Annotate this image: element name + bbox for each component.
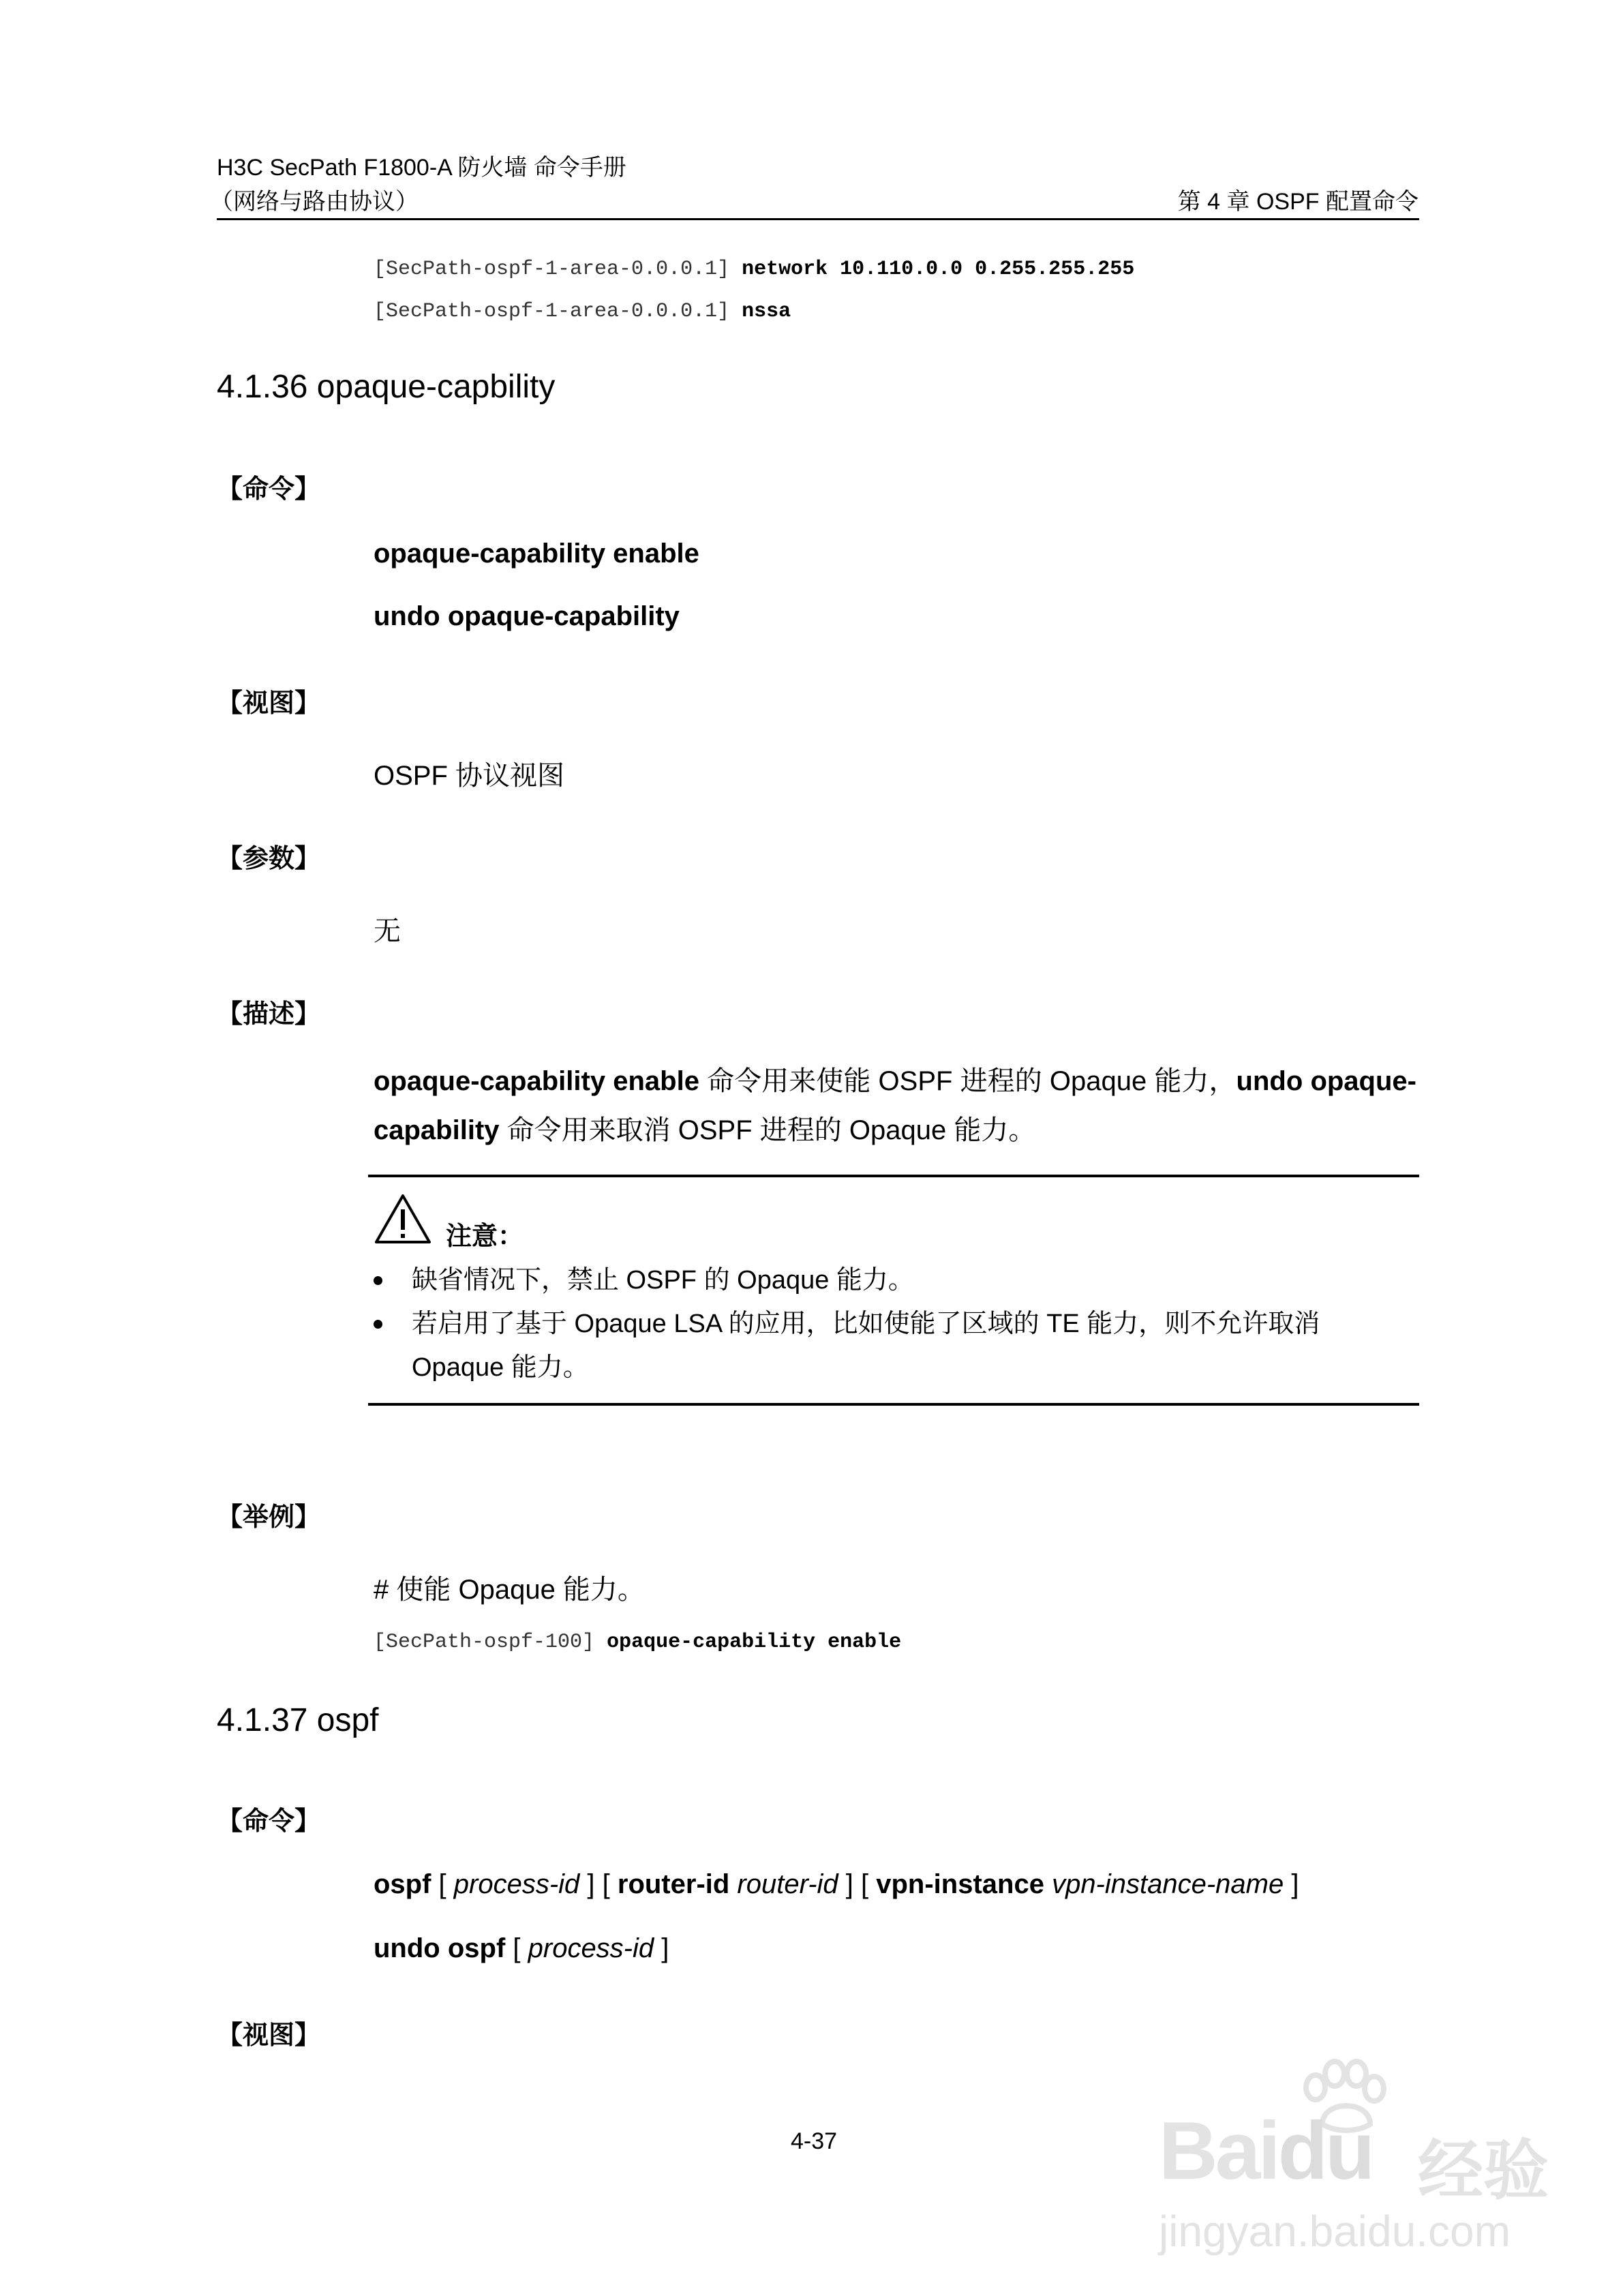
- note-top-rule: [368, 1175, 1419, 1177]
- note-item: 缺省情况下，禁止 OSPF 的 Opaque 能力。: [374, 1258, 1416, 1302]
- header-chapter: 第 4 章 OSPF 配置命令: [1177, 189, 1419, 215]
- header-rule: [217, 218, 1419, 220]
- watermark-brand: Baidu: [1159, 2105, 1373, 2196]
- code-line-network: [SecPath-ospf-1-area-0.0.0.1] network 10.110.0.0 0.255.255.255: [374, 258, 1135, 281]
- label-command: 【命令】: [217, 1807, 321, 1836]
- description-paragraph: opaque-capability enable 命令用来使能 OSPF 进程的 Opaque 能力，undo opaque-capability 命令用来取消 OSPF 进程的 Opaque 能力。: [374, 1066, 1416, 1145]
- warning-icon: [374, 1193, 432, 1245]
- label-command: 【命令】: [217, 475, 321, 504]
- header-title: H3C SecPath F1800-A 防火墙 命令手册: [217, 155, 626, 181]
- bullet-dot: [374, 1320, 382, 1329]
- note-item: 若启用了基于 Opaque LSA 的应用，比如使能了区域的 TE 能力，则不允许取消 Opaque 能力。: [374, 1302, 1416, 1389]
- command-syntax-undo: undo opaque-capability: [374, 601, 680, 631]
- label-view: 【视图】: [217, 2021, 321, 2050]
- view-text: OSPF 协议视图: [374, 761, 565, 791]
- example-comment: # 使能 Opaque 能力。: [374, 1575, 645, 1605]
- note-bottom-rule: [368, 1403, 1419, 1406]
- page-number: 4-37: [791, 2128, 838, 2154]
- command-syntax-undo-ospf: undo ospf [ process-id ]: [374, 1933, 669, 1963]
- label-params: 【参数】: [217, 845, 321, 873]
- label-example: 【举例】: [217, 1503, 321, 1532]
- command-syntax-ospf: ospf [ process-id ] [ router-id router-id ] [ vpn-instance vpn-instance-name ]: [374, 1869, 1299, 1899]
- note-title: 注意：: [446, 1222, 524, 1251]
- section-heading-opaque: 4.1.36 opaque-capbility: [217, 369, 556, 405]
- section-heading-ospf: 4.1.37 ospf: [217, 1702, 379, 1738]
- label-description: 【描述】: [217, 1000, 321, 1029]
- code-line-nssa: [SecPath-ospf-1-area-0.0.0.1] nssa: [374, 300, 791, 323]
- command-syntax-enable: opaque-capability enable: [374, 539, 699, 569]
- header-subtitle: （网络与路由协议）: [210, 189, 419, 215]
- bullet-dot: [374, 1276, 382, 1285]
- label-view: 【视图】: [217, 689, 321, 718]
- code-line-opaque: [SecPath-ospf-100] opaque-capability enable: [374, 1631, 902, 1654]
- watermark-url: jingyan.baidu.com: [1159, 2207, 1511, 2256]
- watermark-product: 经验: [1418, 2134, 1549, 2207]
- params-text: 无: [374, 916, 401, 946]
